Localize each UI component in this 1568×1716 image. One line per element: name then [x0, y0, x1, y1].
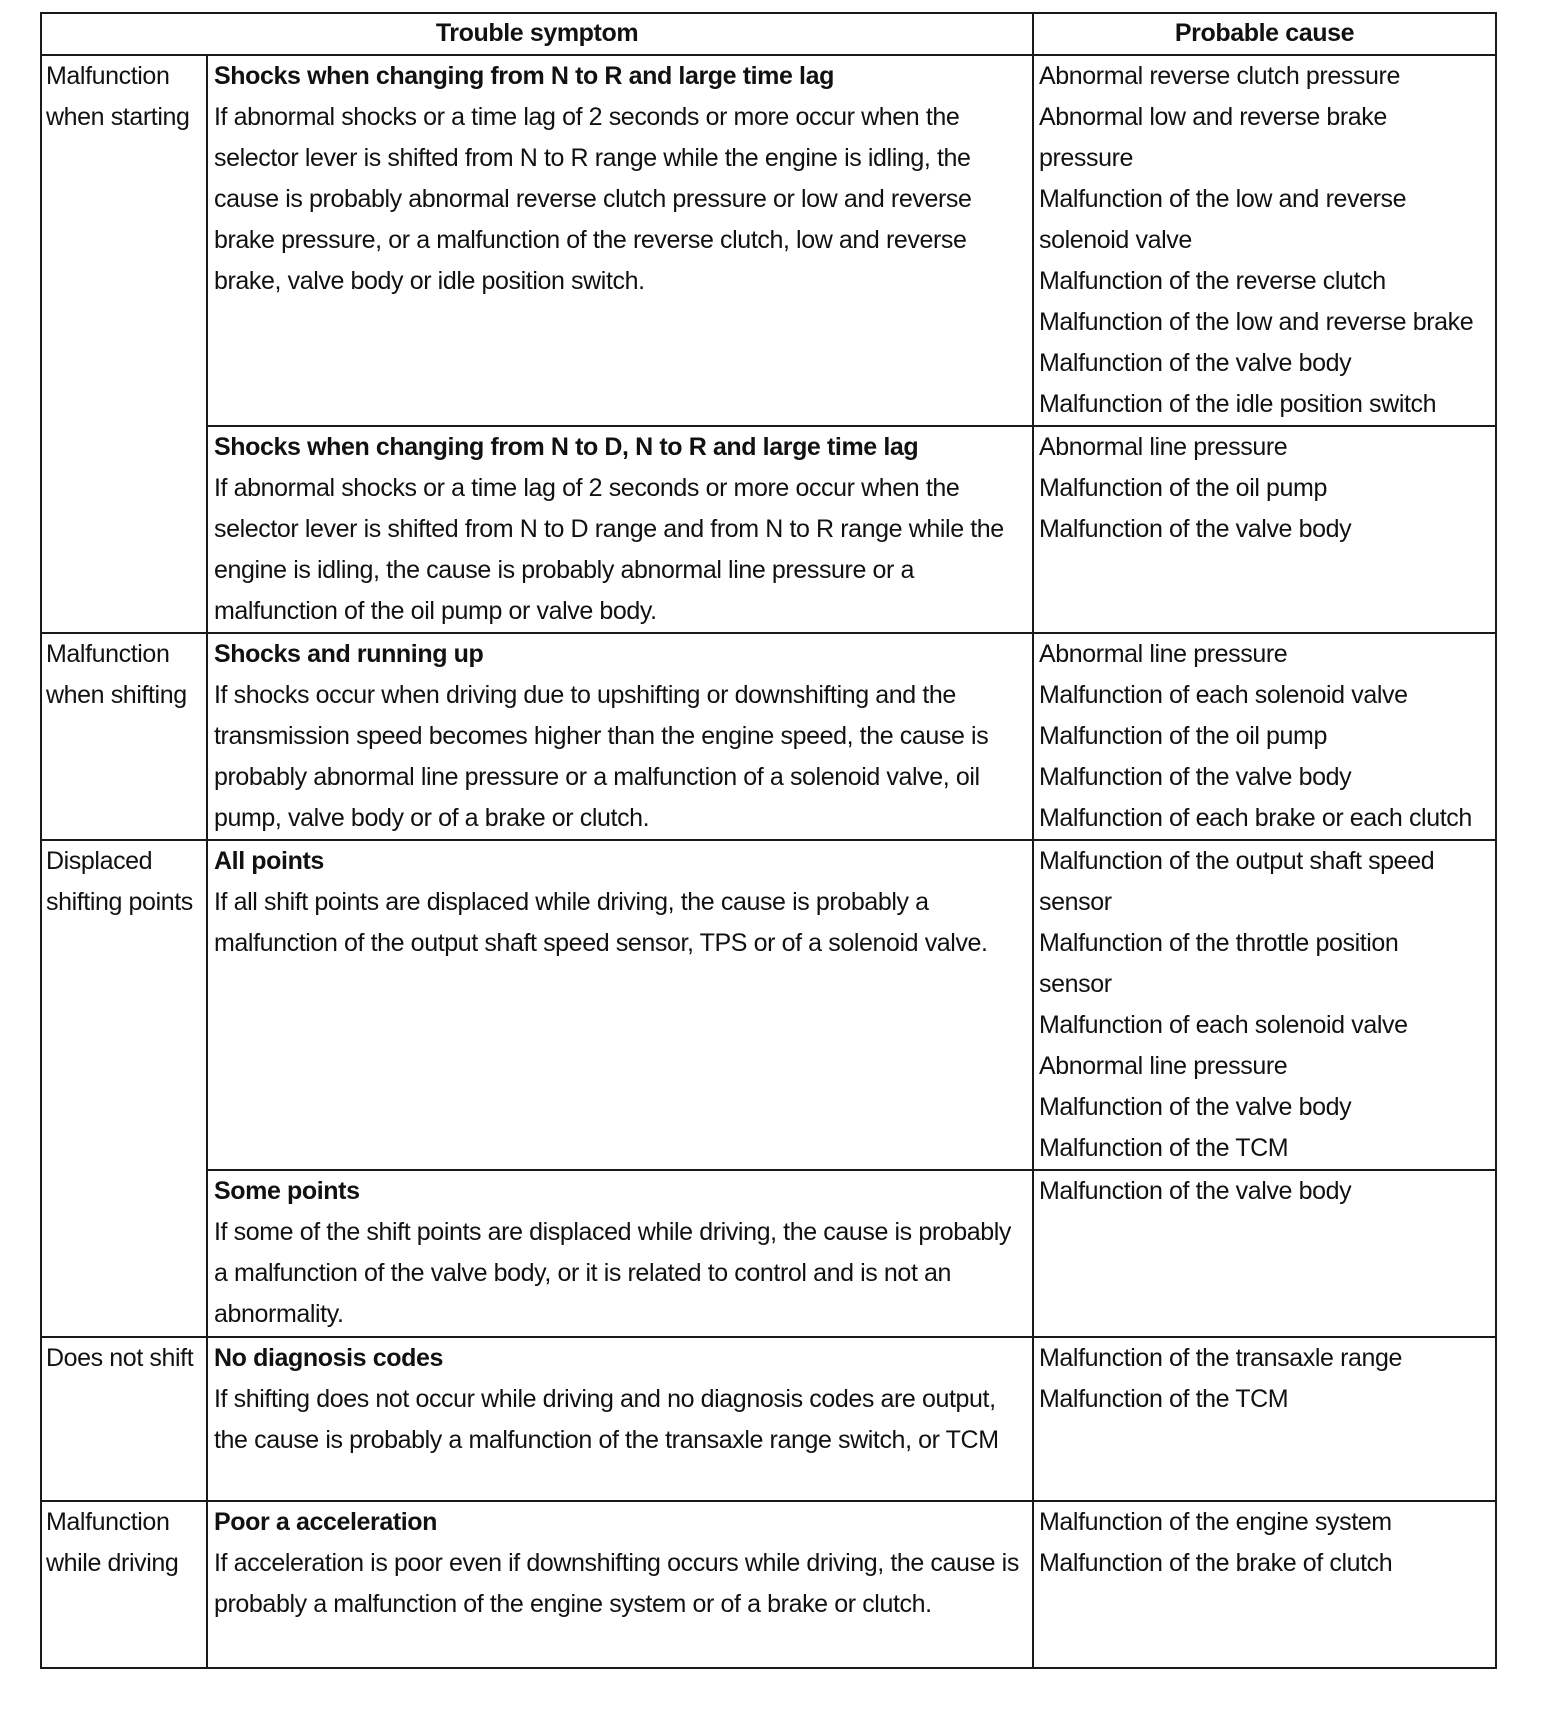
cause-item: Malfunction of the output shaft speed: [1039, 847, 1435, 875]
cause-item: Abnormal low and reverse brake: [1039, 103, 1387, 131]
category-label: when starting: [46, 103, 190, 131]
cause-cell: [1033, 55, 1496, 426]
symptom-cell: [207, 1170, 1033, 1337]
symptom-cell: [207, 1501, 1033, 1668]
cause-item: Malfunction of the oil pump: [1039, 474, 1327, 502]
symptom-title: No diagnosis codes: [214, 1344, 443, 1372]
symptom-description: If abnormal shocks or a time lag of 2 seconds or more occur when the selector lever is shifted from N to R range while the engine is idling, the cause is probably abnormal reverse clutch pressure or low and reverse brake pressure, or a malfunction of the reverse clutch, low and reverse brake, valve body or idle position switch.: [214, 103, 972, 295]
cause-item: Malfunction of each solenoid valve: [1039, 1011, 1408, 1039]
symptom-title: All points: [214, 847, 324, 875]
cause-item: pressure: [1039, 144, 1134, 172]
cause-item: Malfunction of the TCM: [1039, 1385, 1289, 1413]
cause-item: Malfunction of each solenoid valve: [1039, 681, 1408, 709]
header-probable-cause: Probable cause: [1033, 13, 1496, 55]
symptom-title: Poor a acceleration: [214, 1508, 438, 1536]
symptom-title: Shocks when changing from N to R and large time lag: [214, 62, 834, 90]
category-cell: [41, 840, 207, 1337]
cause-item: Malfunction of the reverse clutch: [1039, 267, 1386, 295]
category-label: Malfunction: [46, 1508, 170, 1536]
cause-cell: [1033, 426, 1496, 633]
symptom-description: If some of the shift points are displaced while driving, the cause is probably a malfunction of the valve body, or it is related to control and is not an abnormality.: [214, 1218, 1012, 1328]
cause-item: Malfunction of the low and reverse: [1039, 185, 1407, 213]
symptom-title: Shocks when changing from N to D, N to R and large time lag: [214, 433, 919, 461]
symptom-title: Some points: [214, 1177, 360, 1205]
cause-item: Abnormal line pressure: [1039, 433, 1288, 461]
cause-item: Malfunction of the engine system: [1039, 1508, 1392, 1536]
cause-cell: [1033, 1337, 1496, 1501]
cause-item: Malfunction of the TCM: [1039, 1134, 1289, 1162]
table-row: [41, 1337, 1496, 1501]
cause-item: Malfunction of the low and reverse brake: [1039, 308, 1474, 336]
category-label: Malfunction: [46, 62, 170, 90]
cause-cell: [1033, 633, 1496, 840]
table-row: [41, 1501, 1496, 1668]
cause-item: Malfunction of the transaxle range: [1039, 1344, 1403, 1372]
cause-item: Malfunction of the brake of clutch: [1039, 1549, 1393, 1577]
symptom-title: Shocks and running up: [214, 640, 484, 668]
symptom-description: If shifting does not occur while driving and no diagnosis codes are output, the cause is probably a malfunction of the transaxle range switch, or TCM: [214, 1385, 999, 1454]
cause-item: Malfunction of the oil pump: [1039, 722, 1327, 750]
cause-item: Malfunction of the valve body: [1039, 763, 1352, 791]
cause-item: Malfunction of the valve body: [1039, 349, 1352, 377]
table-row: [41, 55, 1496, 426]
cause-item: Abnormal line pressure: [1039, 640, 1288, 668]
category-label: Malfunction: [46, 640, 170, 668]
category-label: when shifting: [46, 681, 187, 709]
cause-item: Malfunction of the valve body: [1039, 1177, 1352, 1205]
cause-item: sensor: [1039, 888, 1112, 916]
symptom-description: If abnormal shocks or a time lag of 2 seconds or more occur when the selector lever is shifted from N to D range and from N to R range while the engine is idling, the cause is probably abnormal line pressure or a malfunction of the oil pump or valve body.: [214, 474, 1004, 625]
cause-item: Abnormal reverse clutch pressure: [1039, 62, 1400, 90]
category-cell: [41, 1501, 207, 1668]
cause-cell: [1033, 840, 1496, 1170]
cause-item: Malfunction of the valve body: [1039, 1093, 1352, 1121]
cause-item: Malfunction of the valve body: [1039, 515, 1352, 543]
table-row: [41, 633, 1496, 840]
category-label: while driving: [46, 1549, 179, 1577]
category-cell: [41, 1337, 207, 1501]
symptom-cell: [207, 426, 1033, 633]
table-row: [41, 840, 1496, 1170]
symptom-cell: [207, 55, 1033, 426]
cause-item: Malfunction of the throttle position: [1039, 929, 1399, 957]
table-header-row: [41, 13, 1496, 55]
symptom-cell: [207, 633, 1033, 840]
cause-cell: [1033, 1170, 1496, 1337]
category-cell: [41, 633, 207, 840]
cause-cell: [1033, 1501, 1496, 1668]
cause-item: solenoid valve: [1039, 226, 1192, 254]
cause-item: Abnormal line pressure: [1039, 1052, 1288, 1080]
table-row: [41, 426, 1496, 633]
trouble-symptom-table: [40, 12, 1497, 1669]
header-trouble-symptom: Trouble symptom: [41, 13, 1033, 55]
symptom-cell: [207, 1337, 1033, 1501]
symptom-description: If shocks occur when driving due to upshifting or downshifting and the transmission speed becomes higher than the engine speed, the cause is probably abnormal line pressure or a malfunction of a solenoid valve, oil pump, valve body or of a brake or clutch.: [214, 681, 989, 832]
symptom-description: If all shift points are displaced while driving, the cause is probably a malfunction of the output shaft speed sensor, TPS or of a solenoid valve.: [214, 888, 988, 957]
symptom-description: If acceleration is poor even if downshifting occurs while driving, the cause is probably a malfunction of the engine system or of a brake or clutch.: [214, 1549, 1019, 1618]
table-row: [41, 1170, 1496, 1337]
cause-item: Malfunction of each brake or each clutch: [1039, 804, 1472, 832]
symptom-cell: [207, 840, 1033, 1170]
category-label: shifting points: [46, 888, 193, 916]
category-label: Displaced: [46, 847, 153, 875]
category-cell: [41, 55, 207, 633]
category-label: Does not shift: [46, 1344, 194, 1372]
cause-item: Malfunction of the idle position switch: [1039, 390, 1437, 418]
cause-item: sensor: [1039, 970, 1112, 998]
